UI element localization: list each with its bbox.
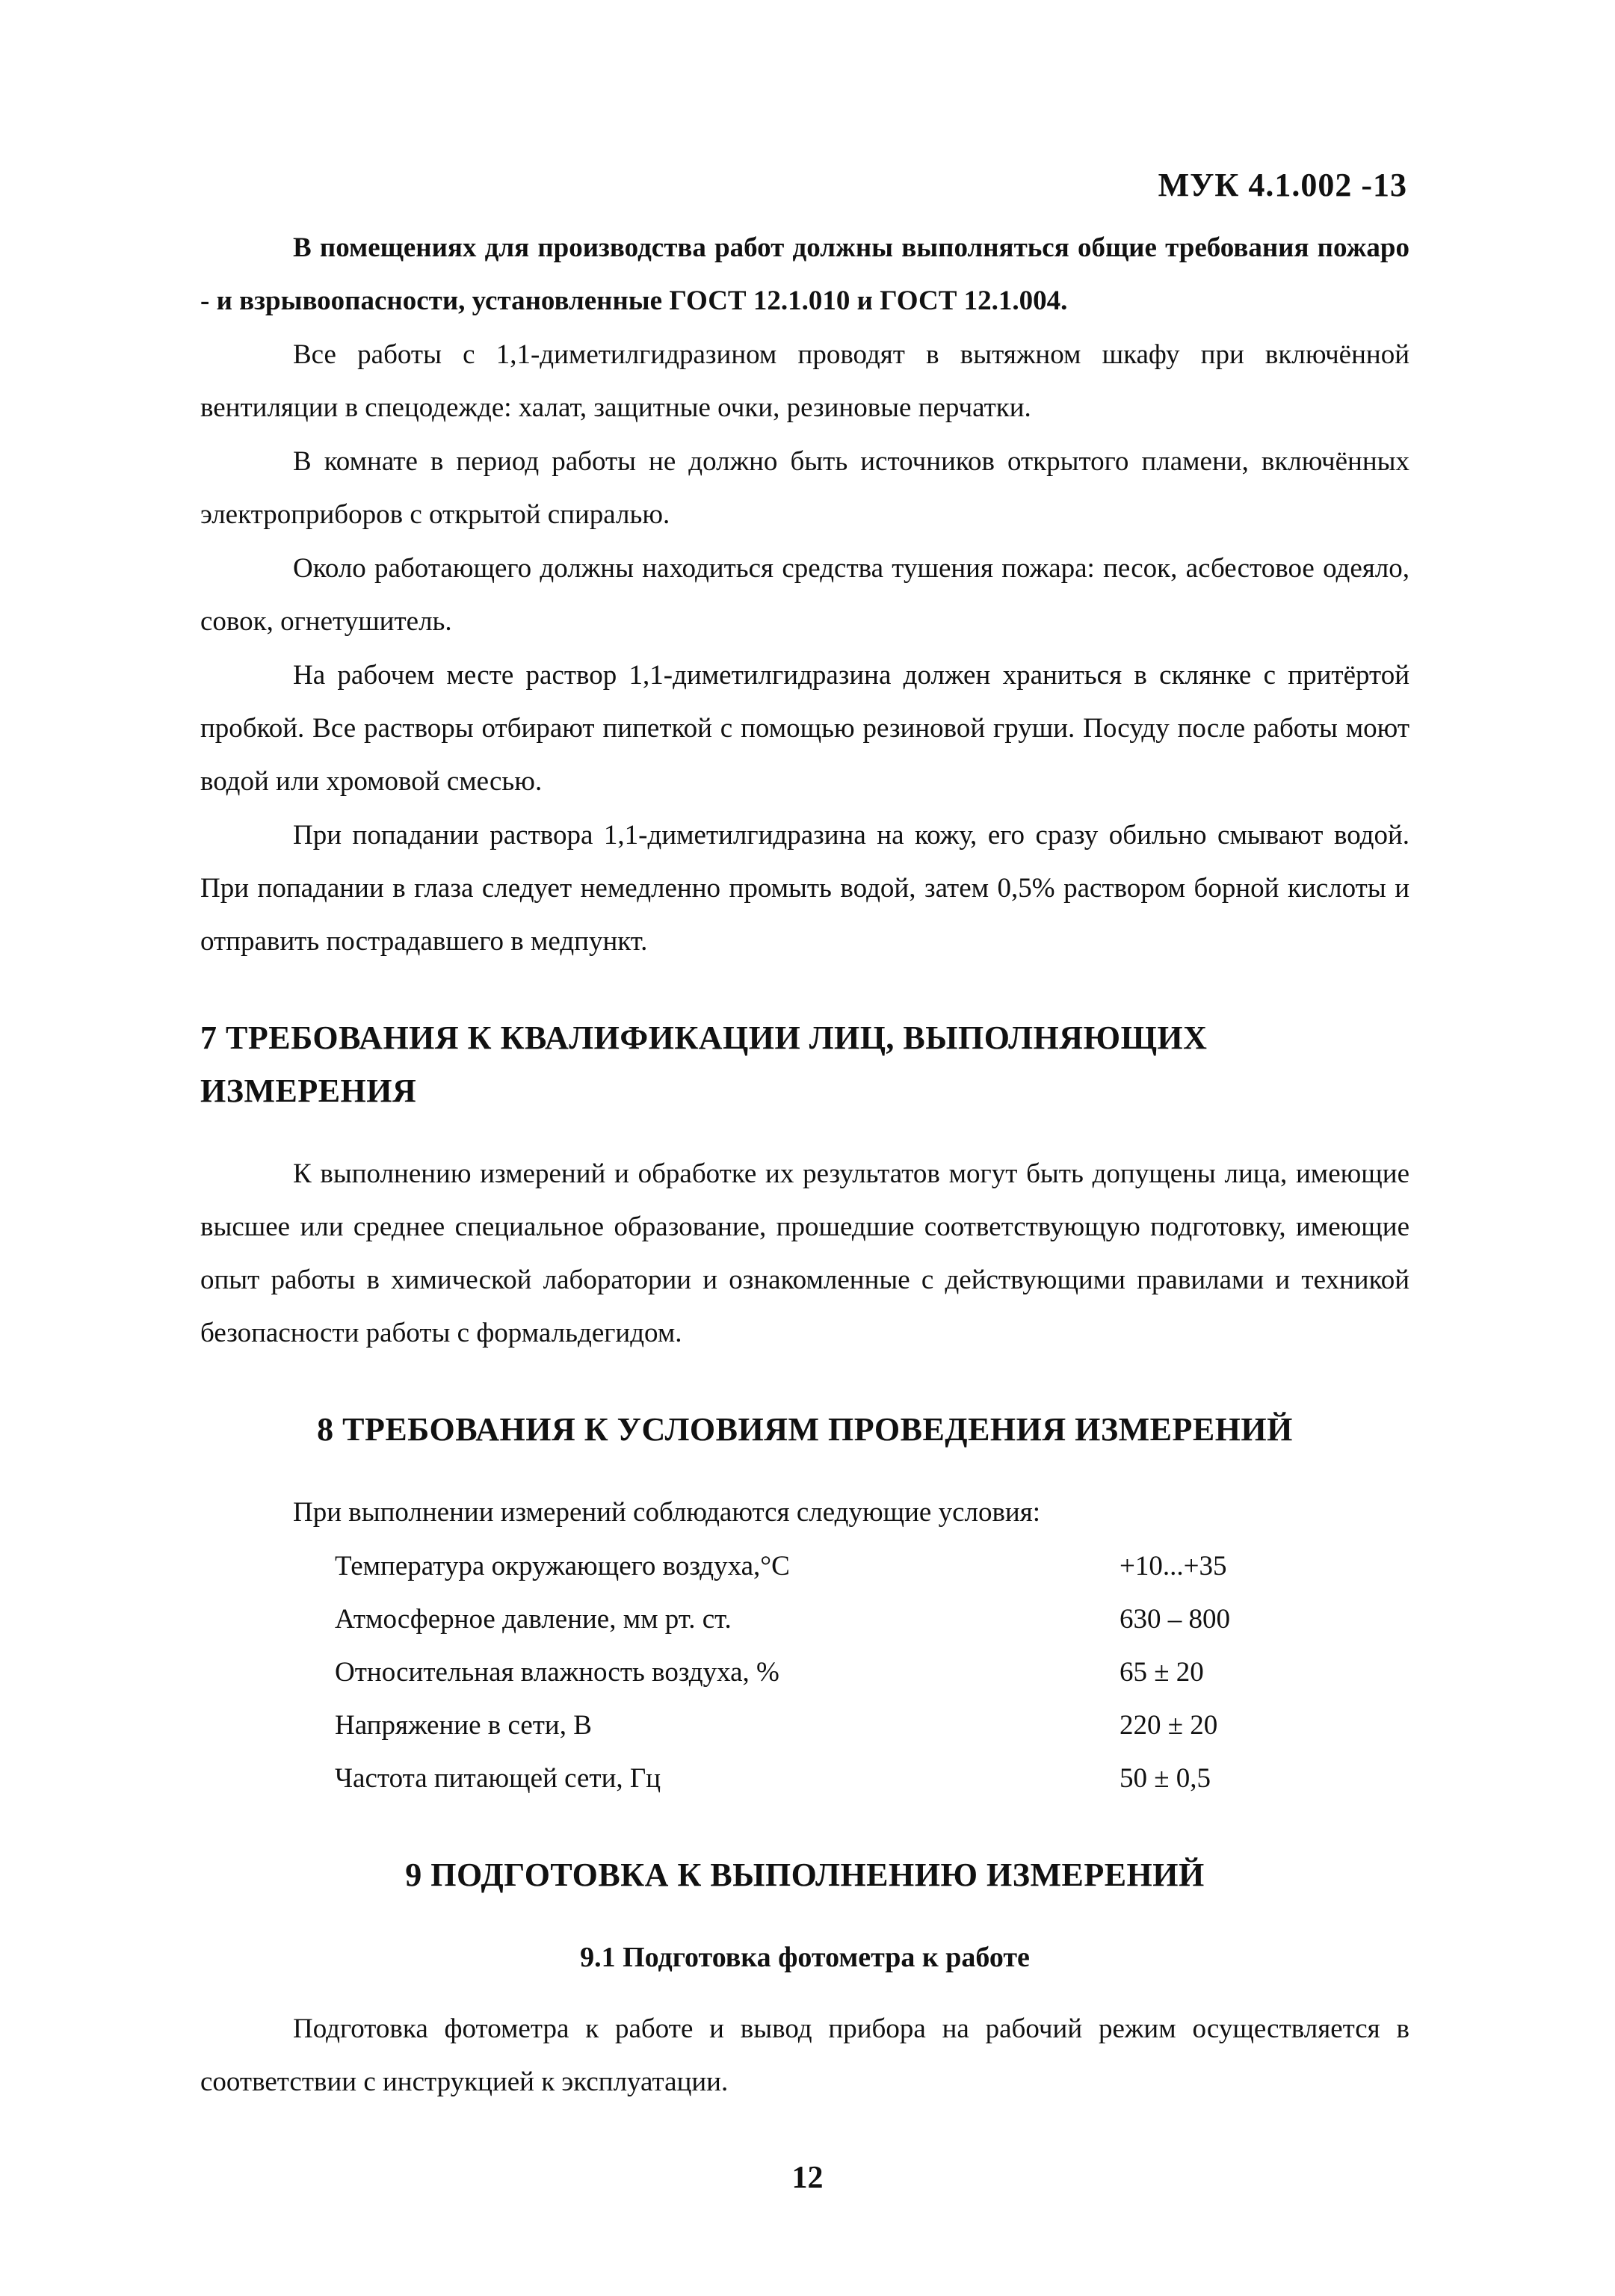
page-number: 12 (791, 2161, 824, 2195)
condition-row (335, 1646, 1409, 1699)
safety-paragraph: Все работы с 1,1-диметилгидразином проводят в вытяжном шкафу при включённой вентиляции в спецодежде: халат, защитные очки, резиновые перчатки. (200, 339, 1409, 423)
condition-name: Температура окружающего воздуха,°С (335, 1551, 790, 1581)
section-9-title: 9 ПОДГОТОВКА К ВЫПОЛНЕНИЮ ИЗМЕРЕНИЙ (405, 1857, 1205, 1893)
condition-value: 65 ± 20 (1120, 1657, 1204, 1688)
condition-name: Частота питающей сети, Гц (335, 1763, 661, 1794)
section-8-intro: При выполнении измерений соблюдаются следующие условия: (293, 1497, 1041, 1528)
section-9-1-subtitle: 9.1 Подготовка фотометра к работе (580, 1942, 1030, 1973)
safety-paragraph: При попадании раствора 1,1-диметилгидразина на кожу, его сразу обильно смывают водой. При попадании в глаза следует немедленно промыть водой, затем 0,5% раствором борной кислоты и отправить пострадавшего в медпункт. (200, 820, 1409, 957)
safety-paragraph: На рабочем месте раствор 1,1-диметилгидразина должен храниться в склянке с притёртой пробкой. Все растворы отбирают пипеткой с помощью резиновой груши. Посуду после работы моют водой или хромовой смесью. (200, 660, 1409, 797)
condition-value: 220 ± 20 (1120, 1710, 1218, 1741)
condition-value: 50 ± 0,5 (1120, 1763, 1211, 1794)
condition-name: Напряжение в сети, В (335, 1710, 592, 1741)
condition-name: Атмосферное давление, мм рт. ст. (335, 1604, 732, 1635)
section-7-title: 7 ТРЕБОВАНИЯ К КВАЛИФИКАЦИИ ЛИЦ, ВЫПОЛНЯЮЩИХ ИЗМЕРЕНИЯ (200, 1019, 1208, 1109)
safety-paragraph: В помещениях для производства работ должны выполняться общие требования пожаро - и взрывоопасности, установленные ГОСТ 12.1.010 и ГОСТ 12.1.004. (200, 232, 1409, 316)
conditions-table (335, 1540, 1409, 1805)
document-code: МУК 4.1.002 -13 (1158, 167, 1407, 203)
condition-row (335, 1752, 1409, 1805)
document-body (200, 221, 1409, 2109)
section-7-text: К выполнению измерений и обработке их результатов могут быть допущены лица, имеющие высшее или среднее специальное образование, прошедшие соответствующую подготовку, имеющие опыт работы в химической лаборатории и ознакомленные с действующими правилами и техникой безопасности работы с формальдегидом. (200, 1158, 1409, 1348)
condition-row (335, 1593, 1409, 1646)
condition-value: +10...+35 (1120, 1551, 1227, 1581)
condition-row (335, 1699, 1409, 1752)
safety-paragraph: В комнате в период работы не должно быть источников открытого пламени, включённых электроприборов с открытой спиралью. (200, 446, 1409, 530)
condition-value: 630 – 800 (1120, 1604, 1230, 1635)
condition-name: Относительная влажность воздуха, % (335, 1657, 779, 1688)
section-9-text: Подготовка фотометра к работе и вывод прибора на рабочий режим осуществляется в соответствии с инструкцией к эксплуатации. (200, 2013, 1409, 2097)
condition-row (335, 1540, 1409, 1593)
section-8-title: 8 ТРЕБОВАНИЯ К УСЛОВИЯМ ПРОВЕДЕНИЯ ИЗМЕРЕНИЙ (317, 1411, 1293, 1448)
safety-paragraph: Около работающего должны находиться средства тушения пожара: песок, асбестовое одеяло, совок, огнетушитель. (200, 553, 1409, 637)
